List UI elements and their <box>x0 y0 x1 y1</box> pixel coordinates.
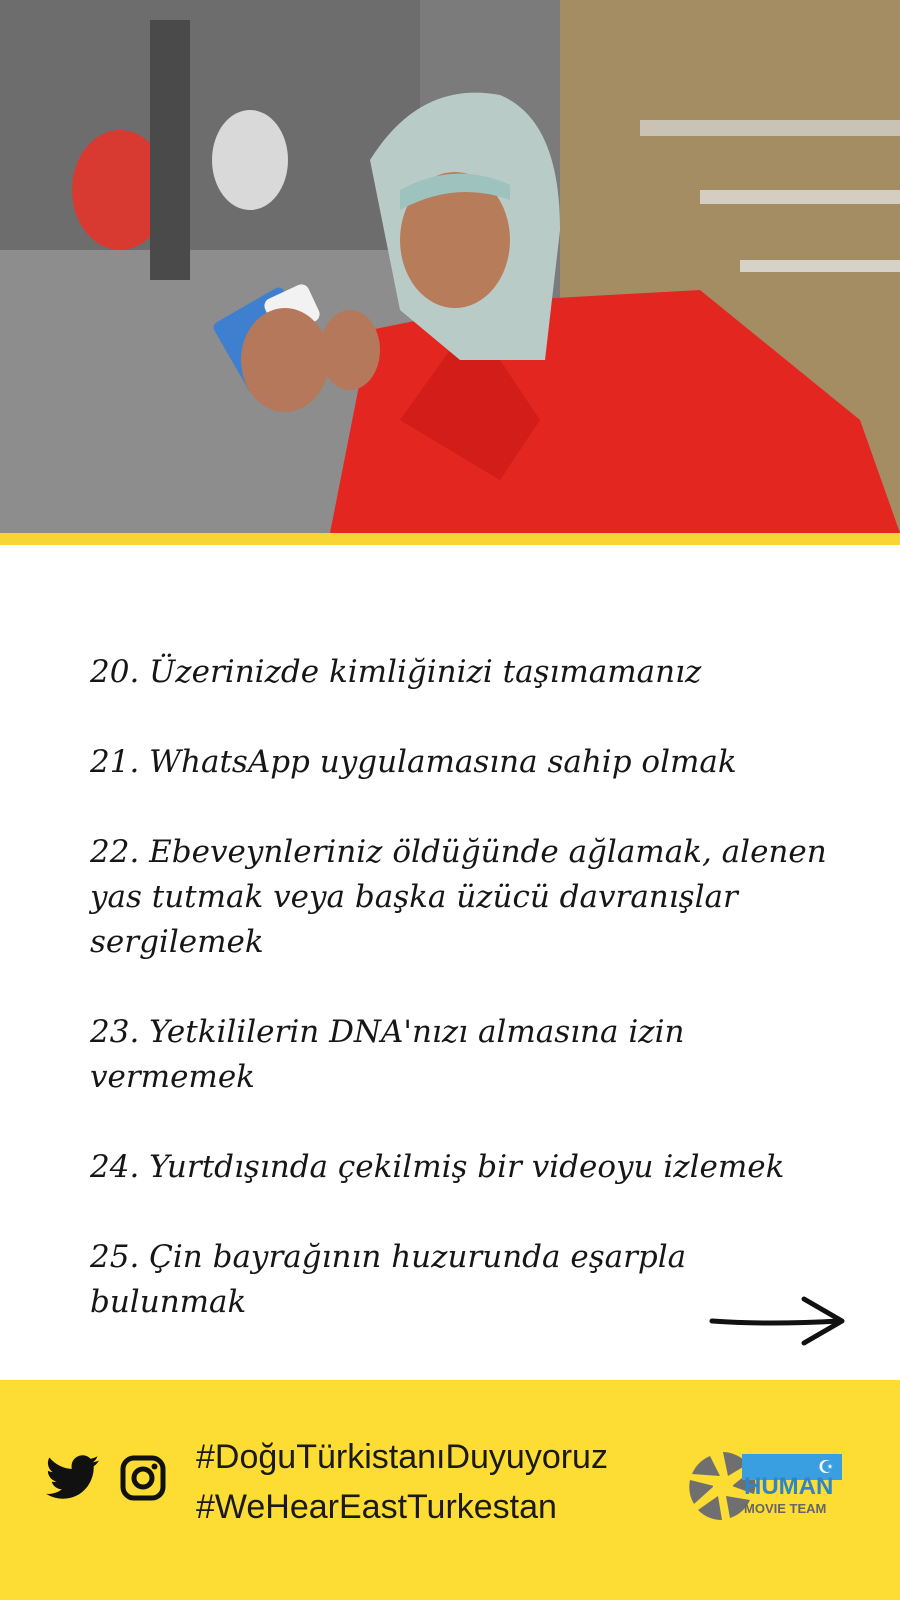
human-movie-team-logo <box>688 1450 848 1522</box>
photo-illustration <box>0 0 900 533</box>
list-item-25: 25. Çin bayrağının huzurunda eşarpla bulunmak <box>90 1239 687 1320</box>
accent-divider <box>0 533 900 545</box>
east-turkestan-flag: ☪ <box>742 1454 842 1480</box>
logo-name: HUMAN <box>744 1473 834 1500</box>
twitter-icon[interactable] <box>46 1455 100 1501</box>
hashtag-en[interactable]: #WeHearEastTurkestan <box>196 1488 557 1526</box>
list <box>90 650 850 1370</box>
next-arrow-icon[interactable] <box>708 1295 848 1351</box>
hashtags <box>196 1432 656 1532</box>
list-item-21: 21. WhatsApp uygulamasına sahip olmak <box>90 744 737 780</box>
instagram-icon[interactable] <box>120 1455 166 1501</box>
header-photo <box>0 0 900 533</box>
list-item-22: 22. Ebeveynleriniz öldüğünde ağlamak, alenen yas tutmak veya başka üzücü davranışlar sergilemek <box>90 834 827 960</box>
logo-subtitle: MOVIE TEAM <box>744 1501 827 1516</box>
hashtag-tr[interactable]: #DoğuTürkistanıDuyuyoruz <box>196 1438 608 1476</box>
list-item-20: 20. Üzerinizde kimliğinizi taşımamanız <box>90 654 702 690</box>
list-item-24: 24. Yurtdışında çekilmiş bir videoyu izlemek <box>90 1149 785 1185</box>
list-item-23: 23. Yetkililerin DNA'nızı almasına izin vermemek <box>90 1014 685 1095</box>
